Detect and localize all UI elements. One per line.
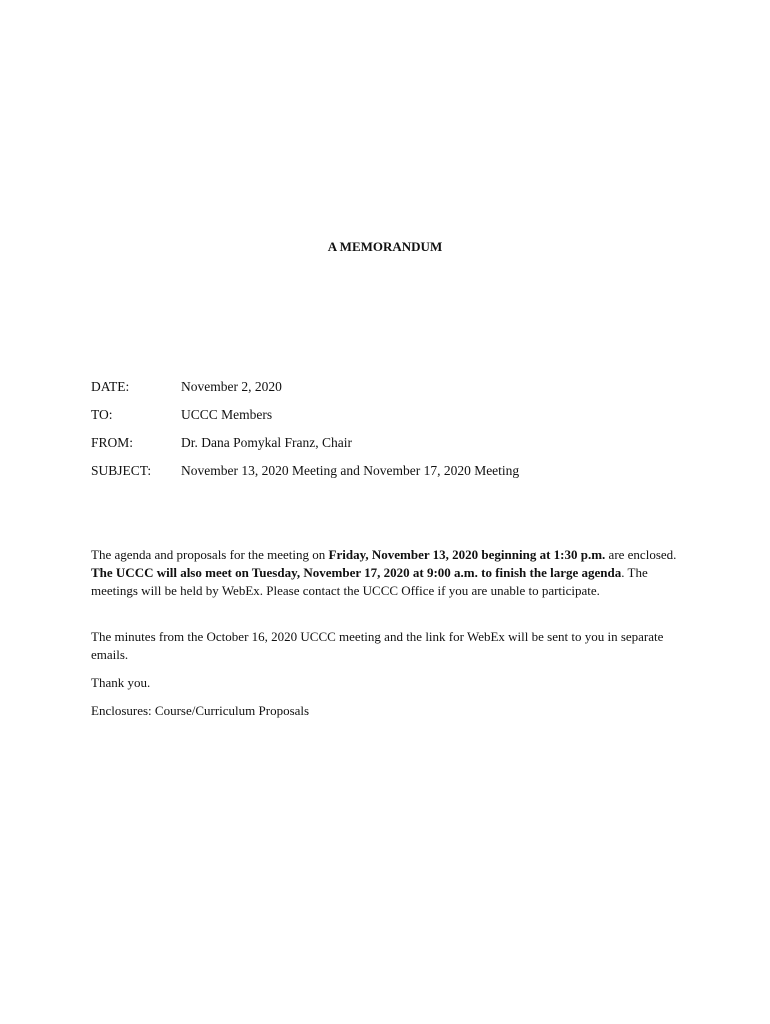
date-value: November 2, 2020	[181, 379, 282, 394]
agenda-bold-tuesday: The UCCC will also meet on Tuesday, November 17, 2020 at 9:00 a.m. to finish the large agenda	[91, 565, 622, 580]
agenda-text-2: are enclosed.	[605, 547, 677, 562]
to-label: TO:	[91, 407, 113, 422]
body-paragraph-thanks	[91, 674, 681, 692]
agenda-bold-friday: Friday, November 13, 2020 beginning at 1:30 p.m.	[328, 547, 606, 562]
enclosures-text: Enclosures: Course/Curriculum Proposals	[91, 703, 310, 718]
date-row	[91, 379, 691, 395]
subject-label: SUBJECT:	[91, 463, 152, 478]
body-paragraph-agenda	[91, 546, 681, 600]
from-row	[91, 435, 691, 451]
thanks-text: Thank you.	[91, 675, 151, 690]
minutes-text: The minutes from the October 16, 2020 UCCC meeting and the link for WebEx will be sent to you in separate emails.	[91, 629, 664, 662]
to-row	[91, 407, 691, 423]
body-paragraph-enclosures	[91, 702, 681, 720]
from-label: FROM:	[91, 435, 134, 450]
subject-value: November 13, 2020 Meeting and November 17, 2020 Meeting	[181, 463, 520, 478]
to-value: UCCC Members	[181, 407, 273, 422]
body-paragraph-minutes	[91, 628, 681, 664]
agenda-text-1: The agenda and proposals for the meeting on	[91, 547, 329, 562]
subject-row	[91, 463, 691, 479]
date-label: DATE:	[91, 379, 130, 394]
agenda-text-3: . The meetings will be held by WebEx. Please contact the UCCC Office if you are unable to participate.	[91, 565, 648, 598]
memo-title: A MEMORANDUM	[327, 239, 443, 254]
from-value: Dr. Dana Pomykal Franz, Chair	[181, 435, 352, 450]
